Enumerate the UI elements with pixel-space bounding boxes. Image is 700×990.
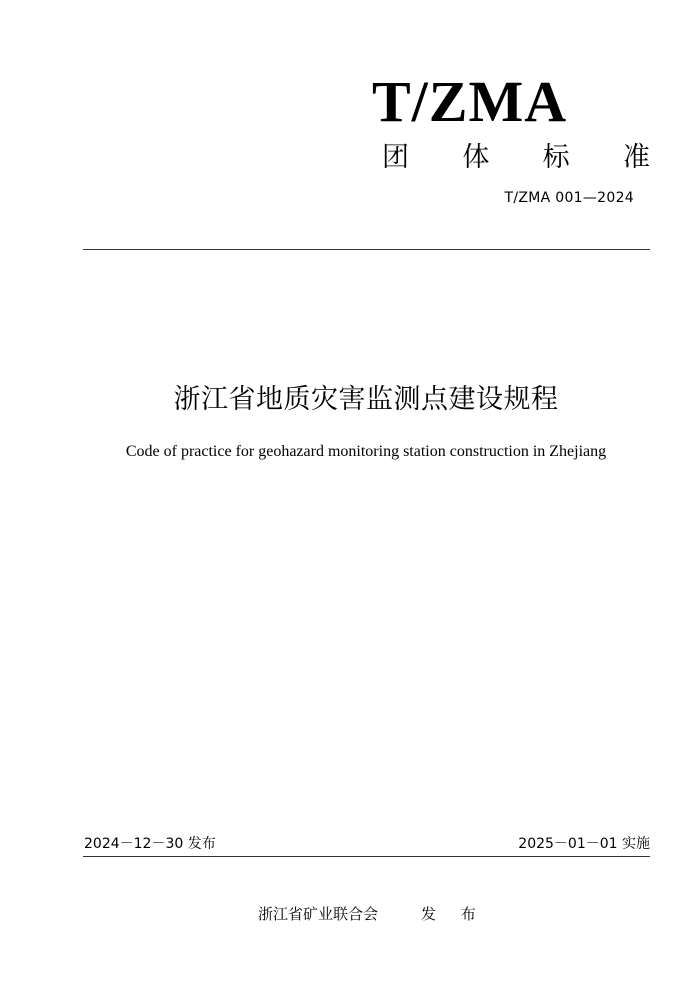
standard-type-char: 准 — [622, 141, 650, 173]
issue-date: 2024－12－30 发布 — [84, 836, 216, 852]
standard-logo: T/ZMA — [372, 69, 568, 134]
standard-number: T/ZMA 001—2024 — [504, 190, 634, 206]
bottom-divider — [83, 856, 650, 857]
title-english: Code of practice for geohazard monitoring station construction in Zhejiang — [125, 443, 607, 460]
publish-label: 发 布 — [421, 905, 486, 923]
standard-type-char: 团 — [382, 141, 409, 173]
title-chinese: 浙江省地质灾害监测点建设规程 — [173, 384, 559, 415]
implementation-date: 2025－01－01 实施 — [518, 836, 650, 852]
publisher-name: 浙江省矿业联合会 — [258, 905, 379, 923]
standard-type-heading — [382, 134, 650, 174]
top-divider — [83, 249, 650, 250]
standard-type-char: 体 — [462, 141, 490, 173]
standard-type-char: 标 — [542, 141, 570, 173]
